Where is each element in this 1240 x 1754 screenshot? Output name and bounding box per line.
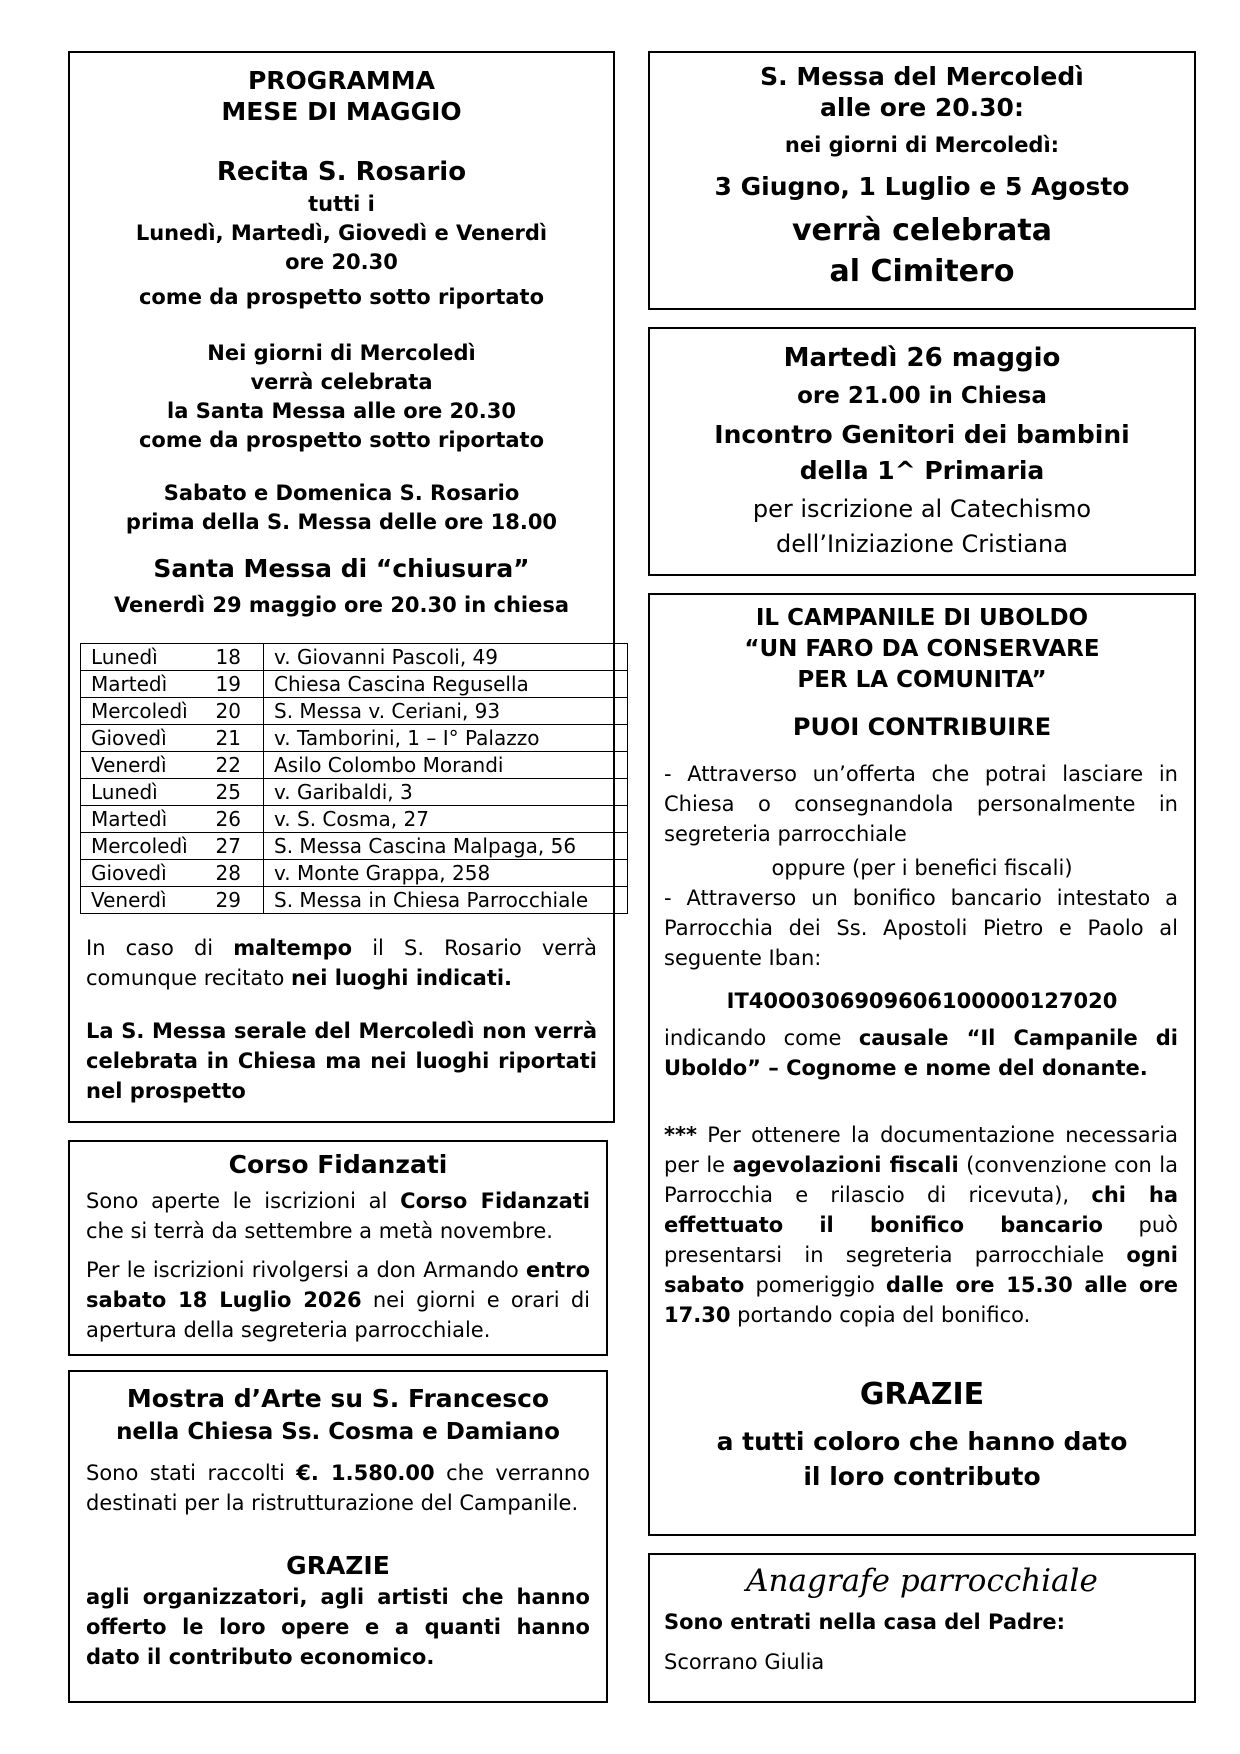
table-row (81, 779, 628, 806)
genitori-line: per iscrizione al Catechismo (752, 495, 1092, 523)
table-row (81, 644, 628, 671)
schedule-date: 29 (215, 888, 241, 912)
anagrafe-name: Scorrano Giulia (664, 1650, 825, 1674)
schedule-date: 19 (215, 672, 241, 696)
schedule-table (80, 643, 628, 914)
fidanzati-p2: Per le iscrizioni rivolgersi a don Armando entro sabato 18 Luglio 2026 nei giorni e orari di apertura della segreteria parrocchiale. (86, 1258, 590, 1342)
schedule-day: Martedì (91, 672, 168, 696)
anagrafe-title: Anagrafe parrocchiale (746, 1563, 1098, 1599)
schedule-day-cell (81, 806, 264, 833)
schedule-day-cell (81, 779, 264, 806)
schedule-place: v. Monte Grappa, 258 (264, 860, 628, 887)
chiusura-section (70, 551, 613, 620)
table-row (81, 725, 628, 752)
campanile-p1: - Attraverso un’offerta che potrai lasciare in Chiesa o consegnandola personalmente in segreteria parrocchiale (664, 762, 1178, 846)
campanile-title: IL CAMPANILE DI UBOLDO “UN FARO DA CONSERVARE PER LA COMUNITA” (744, 605, 1100, 693)
rosario-line: come da prospetto sotto riportato (138, 285, 545, 309)
mercoledi-line: come da prospetto sotto riportato (138, 428, 545, 452)
cimitero-line: S. Messa del Mercoledì (760, 62, 1084, 91)
schedule-place: v. Giovanni Pascoli, 49 (264, 644, 628, 671)
schedule-date: 21 (215, 726, 241, 750)
table-row (81, 860, 628, 887)
iban-code: IT40O0306909606100000127020 (726, 989, 1118, 1013)
genitori-line: dell’Iniziazione Cristiana (776, 530, 1068, 558)
maggio-title-line1: PROGRAMMA (247, 66, 436, 95)
genitori-date: Martedì 26 maggio (783, 343, 1061, 373)
campanile-p2: - Attraverso un bonifico bancario intestato a Parrocchia dei Ss. Apostoli Pietro e Paolo al seguente Iban: (664, 886, 1178, 970)
mercoledi-line: Nei giorni di Mercoledì (207, 341, 476, 365)
schedule-date: 28 (215, 861, 241, 885)
fidanzati-p1: Sono aperte le iscrizioni al Corso Fidanzati che si terrà da settembre a metà novembre. (86, 1189, 591, 1243)
schedule-day: Lunedì (91, 645, 158, 669)
schedule-day-cell (81, 860, 264, 887)
campanile-p3: indicando come causale “Il Campanile di Uboldo” – Cognome e nome del donante. (664, 1026, 1178, 1080)
table-row (81, 887, 628, 914)
schedule-date: 20 (215, 699, 241, 723)
schedule-day-cell (81, 833, 264, 860)
mostra-box (68, 1370, 608, 1703)
rosario-section (70, 154, 613, 312)
maggio-box (68, 51, 615, 1123)
schedule-date: 22 (215, 753, 241, 777)
schedule-place: Asilo Colombo Morandi (264, 752, 628, 779)
mercoledi-line: la Santa Messa alle ore 20.30 (167, 399, 516, 423)
mostra-title (70, 1382, 606, 1448)
mostra-p1: Sono stati raccolti €. 1.580.00 che verranno destinati per la ristrutturazione del Campanile. (86, 1461, 590, 1515)
schedule-day-cell (81, 644, 264, 671)
chiusura-title: Santa Messa di “chiusura” (153, 554, 530, 583)
schedule-date: 18 (215, 645, 241, 669)
genitori-title: della 1^ Primaria (799, 456, 1045, 485)
mostra-title-line1: Mostra d’Arte su S. Francesco (126, 1384, 550, 1413)
schedule-day: Lunedì (91, 780, 158, 804)
mercoledi-line: verrà celebrata (250, 370, 433, 394)
table-row (81, 752, 628, 779)
anagrafe-subtitle: Sono entrati nella casa del Padre: (664, 1610, 1066, 1634)
cimitero-content (650, 61, 1194, 292)
genitori-title: Incontro Genitori dei bambini (714, 420, 1130, 449)
schedule-place: S. Messa Cascina Malpaga, 56 (264, 833, 628, 860)
schedule-day-cell (81, 671, 264, 698)
schedule-day: Mercoledì (91, 699, 188, 723)
serale-note: La S. Messa serale del Mercoledì non verrà celebrata in Chiesa ma nei luoghi riportati nel prospetto (86, 1019, 597, 1103)
mercoledi-section (70, 339, 613, 455)
schedule-day: Giovedì (91, 861, 167, 885)
weekend-line: prima della S. Messa delle ore 18.00 (125, 510, 558, 534)
schedule-date: 27 (215, 834, 241, 858)
schedule-place: S. Messa in Chiesa Parrocchiale (264, 887, 628, 914)
rosario-title: Recita S. Rosario (216, 157, 467, 187)
mostra-title-line2: nella Chiesa Ss. Cosma e Damiano (116, 1419, 560, 1445)
table-row (81, 671, 628, 698)
maggio-title-line2: MESE DI MAGGIO (221, 97, 462, 126)
campanile-box (648, 593, 1196, 1536)
schedule-place: v. Tamborini, 1 – I° Palazzo (264, 725, 628, 752)
mostra-grazie: GRAZIE (286, 1551, 390, 1580)
cimitero-line: verrà celebrata (791, 213, 1053, 248)
campanile-p4: *** Per ottenere la documentazione necessaria per le agevolazioni fiscali (convenzione con la Parrocchia e rilascio di ricevuta), chi ha effettuato il bonifico bancario può presentarsi in segreteria parrocchiale ogni sabato pomeriggio dalle ore 15.30 alle ore 17.30 portando copia del bonifico. (664, 1123, 1179, 1327)
weekend-line: Sabato e Domenica S. Rosario (163, 481, 520, 505)
schedule-day-cell (81, 725, 264, 752)
mostra-grazie-text: agli organizzatori, agli artisti che hanno offerto le loro opere e a quanti hanno dato il contributo economico. (86, 1585, 590, 1669)
genitori-box (648, 327, 1196, 576)
anagrafe-box (648, 1553, 1196, 1703)
schedule-day: Martedì (91, 807, 168, 831)
schedule-day: Venerdì (91, 753, 167, 777)
schedule-day-cell (81, 887, 264, 914)
cimitero-line: nei giorni di Mercoledì: (784, 133, 1060, 157)
maggio-title (70, 65, 613, 127)
cimitero-line: al Cimitero (829, 254, 1015, 289)
chiusura-date: Venerdì 29 maggio ore 20.30 in chiesa (113, 593, 570, 617)
weekend-section (70, 479, 613, 537)
rosario-line: tutti i (308, 192, 375, 216)
schedule-place: v. S. Cosma, 27 (264, 806, 628, 833)
cimitero-line: alle ore 20.30: (820, 93, 1024, 122)
schedule-date: 25 (215, 780, 241, 804)
schedule-date: 26 (215, 807, 241, 831)
schedule-place: S. Messa v. Ceriani, 93 (264, 698, 628, 725)
cimitero-dates: 3 Giugno, 1 Luglio e 5 Agosto (714, 172, 1130, 201)
schedule-day: Venerdì (91, 888, 167, 912)
schedule-day-cell (81, 698, 264, 725)
schedule-day-cell (81, 752, 264, 779)
schedule-day: Giovedì (91, 726, 167, 750)
rosario-line: ore 20.30 (285, 250, 398, 274)
campanile-oppure: oppure (per i benefici fiscali) (771, 856, 1073, 880)
cimitero-box (648, 51, 1196, 310)
fidanzati-box (68, 1140, 608, 1356)
campanile-subtitle: PUOI CONTRIBUIRE (792, 713, 1052, 741)
schedule-day: Mercoledì (91, 834, 188, 858)
fidanzati-title: Corso Fidanzati (228, 1150, 448, 1179)
table-row (81, 833, 628, 860)
rosario-line: Lunedì, Martedì, Giovedì e Venerdì (135, 221, 548, 245)
schedule-place: Chiesa Cascina Regusella (264, 671, 628, 698)
campanile-grazie: GRAZIE (859, 1377, 985, 1412)
genitori-content (650, 339, 1194, 561)
campanile-grazie-text: a tutti coloro che hanno dato il loro contributo (716, 1427, 1128, 1491)
table-row (81, 698, 628, 725)
table-row (81, 806, 628, 833)
maltempo-note: In caso di maltempo il S. Rosario verrà comunque recitato nei luoghi indicati. (86, 936, 597, 990)
schedule-place: v. Garibaldi, 3 (264, 779, 628, 806)
genitori-time: ore 21.00 in Chiesa (797, 383, 1047, 409)
